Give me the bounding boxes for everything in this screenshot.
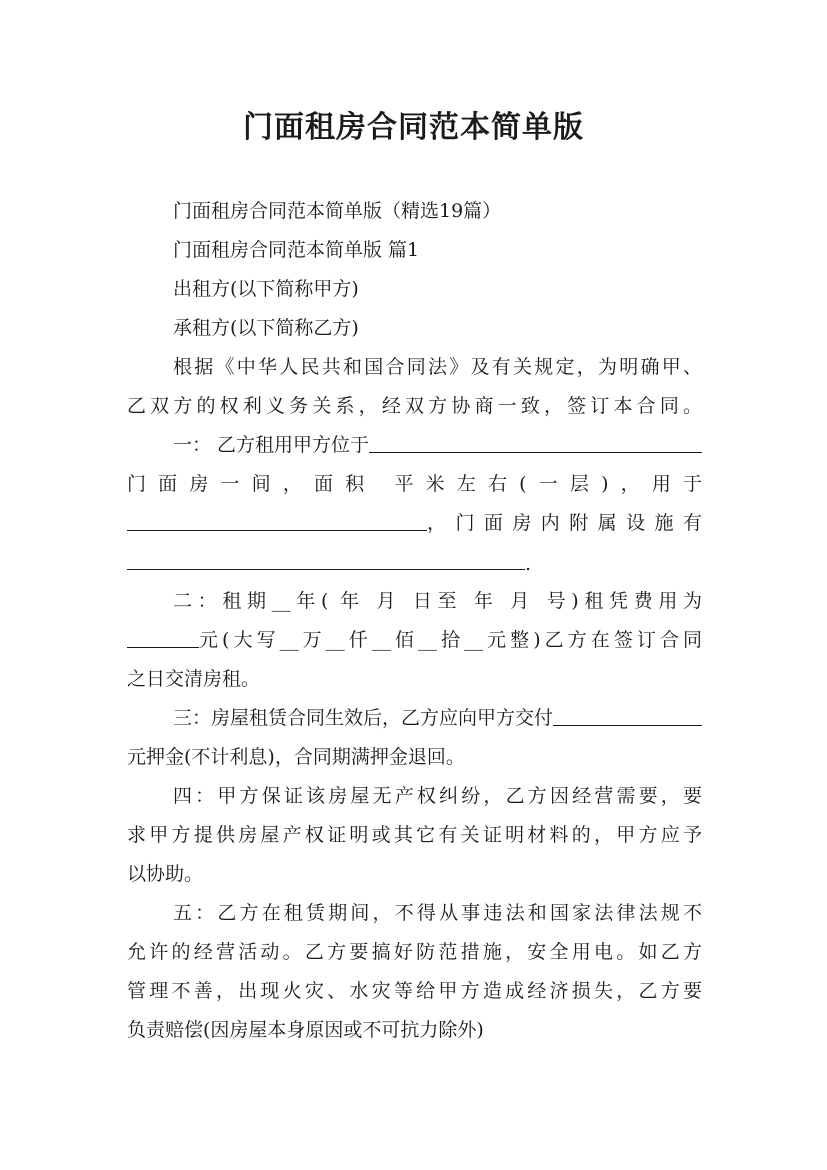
clause-2-line bbox=[127, 627, 702, 654]
document-title: 门面租房合同范本简单版 bbox=[243, 110, 584, 145]
period-mark: . bbox=[525, 553, 532, 575]
clause-1-text: ，门面房内附属设施有 bbox=[427, 512, 702, 534]
clause-1-line bbox=[127, 549, 702, 578]
paragraph-line: 根据《中华人民共和国合同法》及有关规定，为明确甲、 bbox=[173, 356, 702, 378]
paragraph-line: 求甲方提供房屋产权证明或其它有关证明材料的，甲方应予 bbox=[127, 824, 702, 846]
paragraph-line: 门面房一间，面积 平米左右(一层)，用于 bbox=[127, 473, 702, 495]
clause-1-line bbox=[173, 432, 702, 459]
blank-underline bbox=[127, 627, 199, 648]
lessee-line: 承租方(以下简称乙方) bbox=[173, 317, 359, 339]
paragraph-line: 以协助。 bbox=[127, 863, 204, 885]
paragraph-line: 乙双方的权利义务关系，经双方协商一致，签订本合同。 bbox=[127, 395, 702, 417]
blank-underline bbox=[553, 705, 702, 726]
blank-underline bbox=[127, 549, 525, 570]
blank-underline bbox=[127, 510, 427, 531]
clause-5-line: 五：乙方在租赁期间，不得从事违法和国家法律法规不 bbox=[173, 902, 702, 924]
paragraph-line: 元押金(不计利息)，合同期满押金退回。 bbox=[127, 746, 465, 768]
section-heading: 门面租房合同范本简单版 篇1 bbox=[173, 239, 420, 261]
paragraph-line: 管理不善，出现火灾、水灾等给甲方造成经济损失，乙方要 bbox=[127, 980, 702, 1002]
clause-4-line: 四：甲方保证该房屋无产权纠纷，乙方因经营需要，要 bbox=[173, 785, 702, 807]
lessor-line: 出租方(以下简称甲方) bbox=[173, 278, 359, 300]
clause-2-line: 二：租期__年( 年 月 日至 年 月 号)租凭费用为 bbox=[173, 590, 702, 612]
paragraph-line: 之日交清房租。 bbox=[127, 668, 261, 690]
clause-1-line bbox=[127, 510, 702, 537]
clause-3-line bbox=[173, 705, 702, 732]
paragraph-line: 负责赔偿(因房屋本身原因或不可抗力除外) bbox=[127, 1019, 484, 1041]
clause-1-text: 一： 乙方租用甲方位于 bbox=[173, 434, 370, 456]
clause-2-text: 元(大写__万__仟__佰__拾__元整)乙方在签订合同 bbox=[199, 629, 702, 651]
clause-3-text: 三：房屋租赁合同生效后，乙方应向甲方交付 bbox=[173, 707, 554, 729]
paragraph-line: 允许的经营活动。乙方要搞好防范措施，安全用电。如乙方 bbox=[127, 941, 702, 963]
blank-underline bbox=[369, 432, 702, 453]
doc-subtitle: 门面租房合同范本简单版（精选19篇） bbox=[173, 200, 502, 222]
